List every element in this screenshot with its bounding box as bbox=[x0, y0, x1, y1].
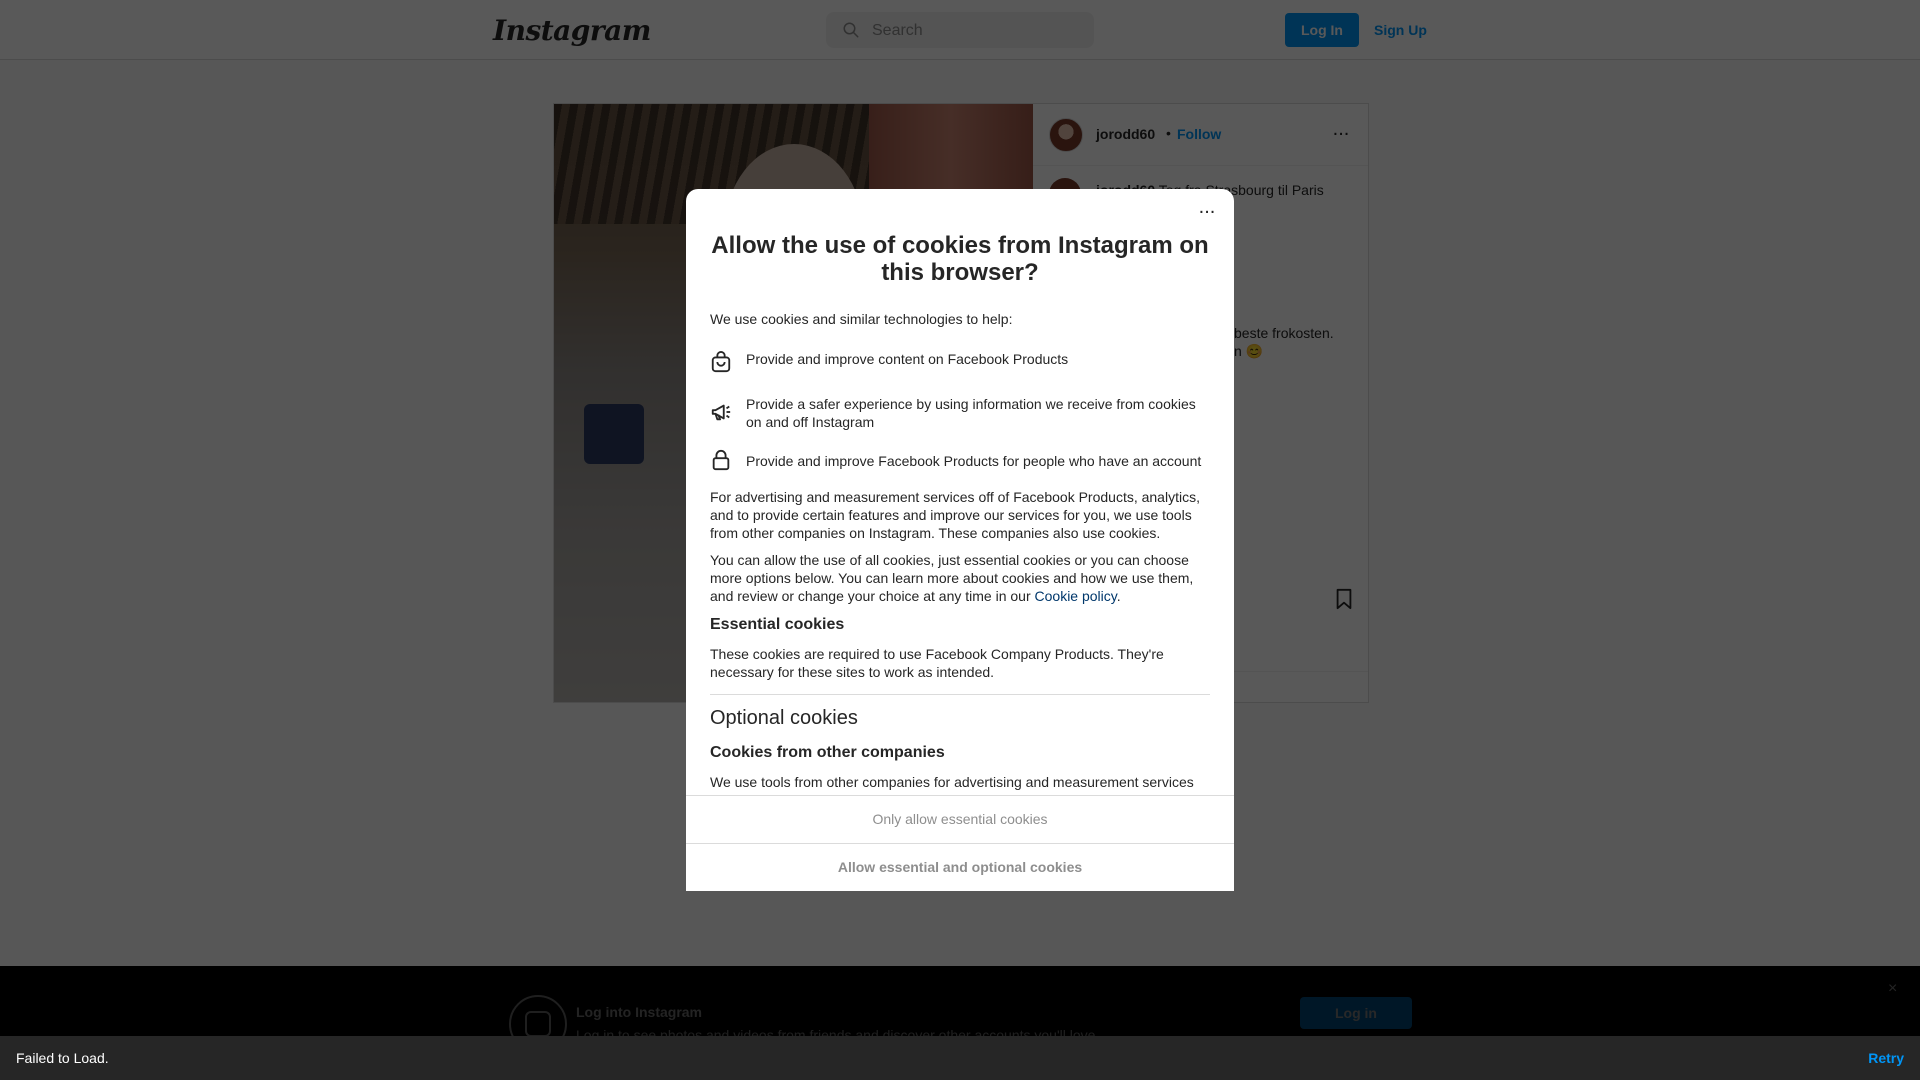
retry-button[interactable]: Retry bbox=[1868, 1050, 1904, 1066]
dialog-title: Allow the use of cookies from Instagram on this browser? bbox=[711, 232, 1209, 286]
other-companies-heading: Cookies from other companies bbox=[710, 744, 945, 761]
benefit-text: Provide and improve Facebook Products for people who have an account bbox=[746, 453, 1202, 469]
essential-cookies-text: These cookies are required to use Facebook Company Products. They're necessary for these sites to work as intended. bbox=[710, 646, 1164, 680]
choice-text-end: . bbox=[1116, 588, 1121, 604]
only-essential-cookies-button[interactable]: Only allow essential cookies bbox=[686, 795, 1234, 843]
benefit-text: Provide and improve content on Facebook Products bbox=[746, 351, 1069, 367]
choice-paragraph bbox=[710, 551, 1210, 605]
benefit-text: Provide a safer experience by using information we receive from cookies on and off Instagram bbox=[746, 396, 1196, 430]
cookie-consent-dialog bbox=[686, 189, 1234, 891]
allow-all-cookies-button[interactable]: Allow essential and optional cookies bbox=[686, 843, 1234, 891]
advertising-paragraph: For advertising and measurement services off of Facebook Products, analytics, and to provide certain features and improve our services for you, we use tools from other companies on Instagram. These companies also use cookies. bbox=[710, 489, 1200, 541]
optional-cookies-heading: Optional cookies bbox=[710, 707, 858, 729]
intro-text: We use cookies and similar technologies to help: bbox=[710, 311, 1013, 327]
divider bbox=[710, 694, 1210, 695]
other-companies-text: We use tools from other companies for advertising and measurement services bbox=[710, 774, 1194, 790]
shopping-bag-icon bbox=[710, 350, 732, 374]
cookie-policy-link[interactable]: Cookie policy bbox=[1034, 588, 1117, 604]
error-toast bbox=[0, 1036, 1920, 1080]
toast-message: Failed to Load. bbox=[16, 1050, 109, 1066]
lock-icon bbox=[710, 448, 732, 472]
essential-cookies-heading: Essential cookies bbox=[710, 616, 845, 633]
megaphone-icon bbox=[710, 400, 732, 424]
cookie-dialog-content[interactable] bbox=[686, 189, 1234, 795]
more-options-icon[interactable]: ... bbox=[1198, 196, 1216, 218]
choice-text: You can allow the use of all cookies, just essential cookies or you can choose more options below. You can learn more about cookies and how we use them, and review or change your choice at any time in our bbox=[710, 552, 1194, 604]
